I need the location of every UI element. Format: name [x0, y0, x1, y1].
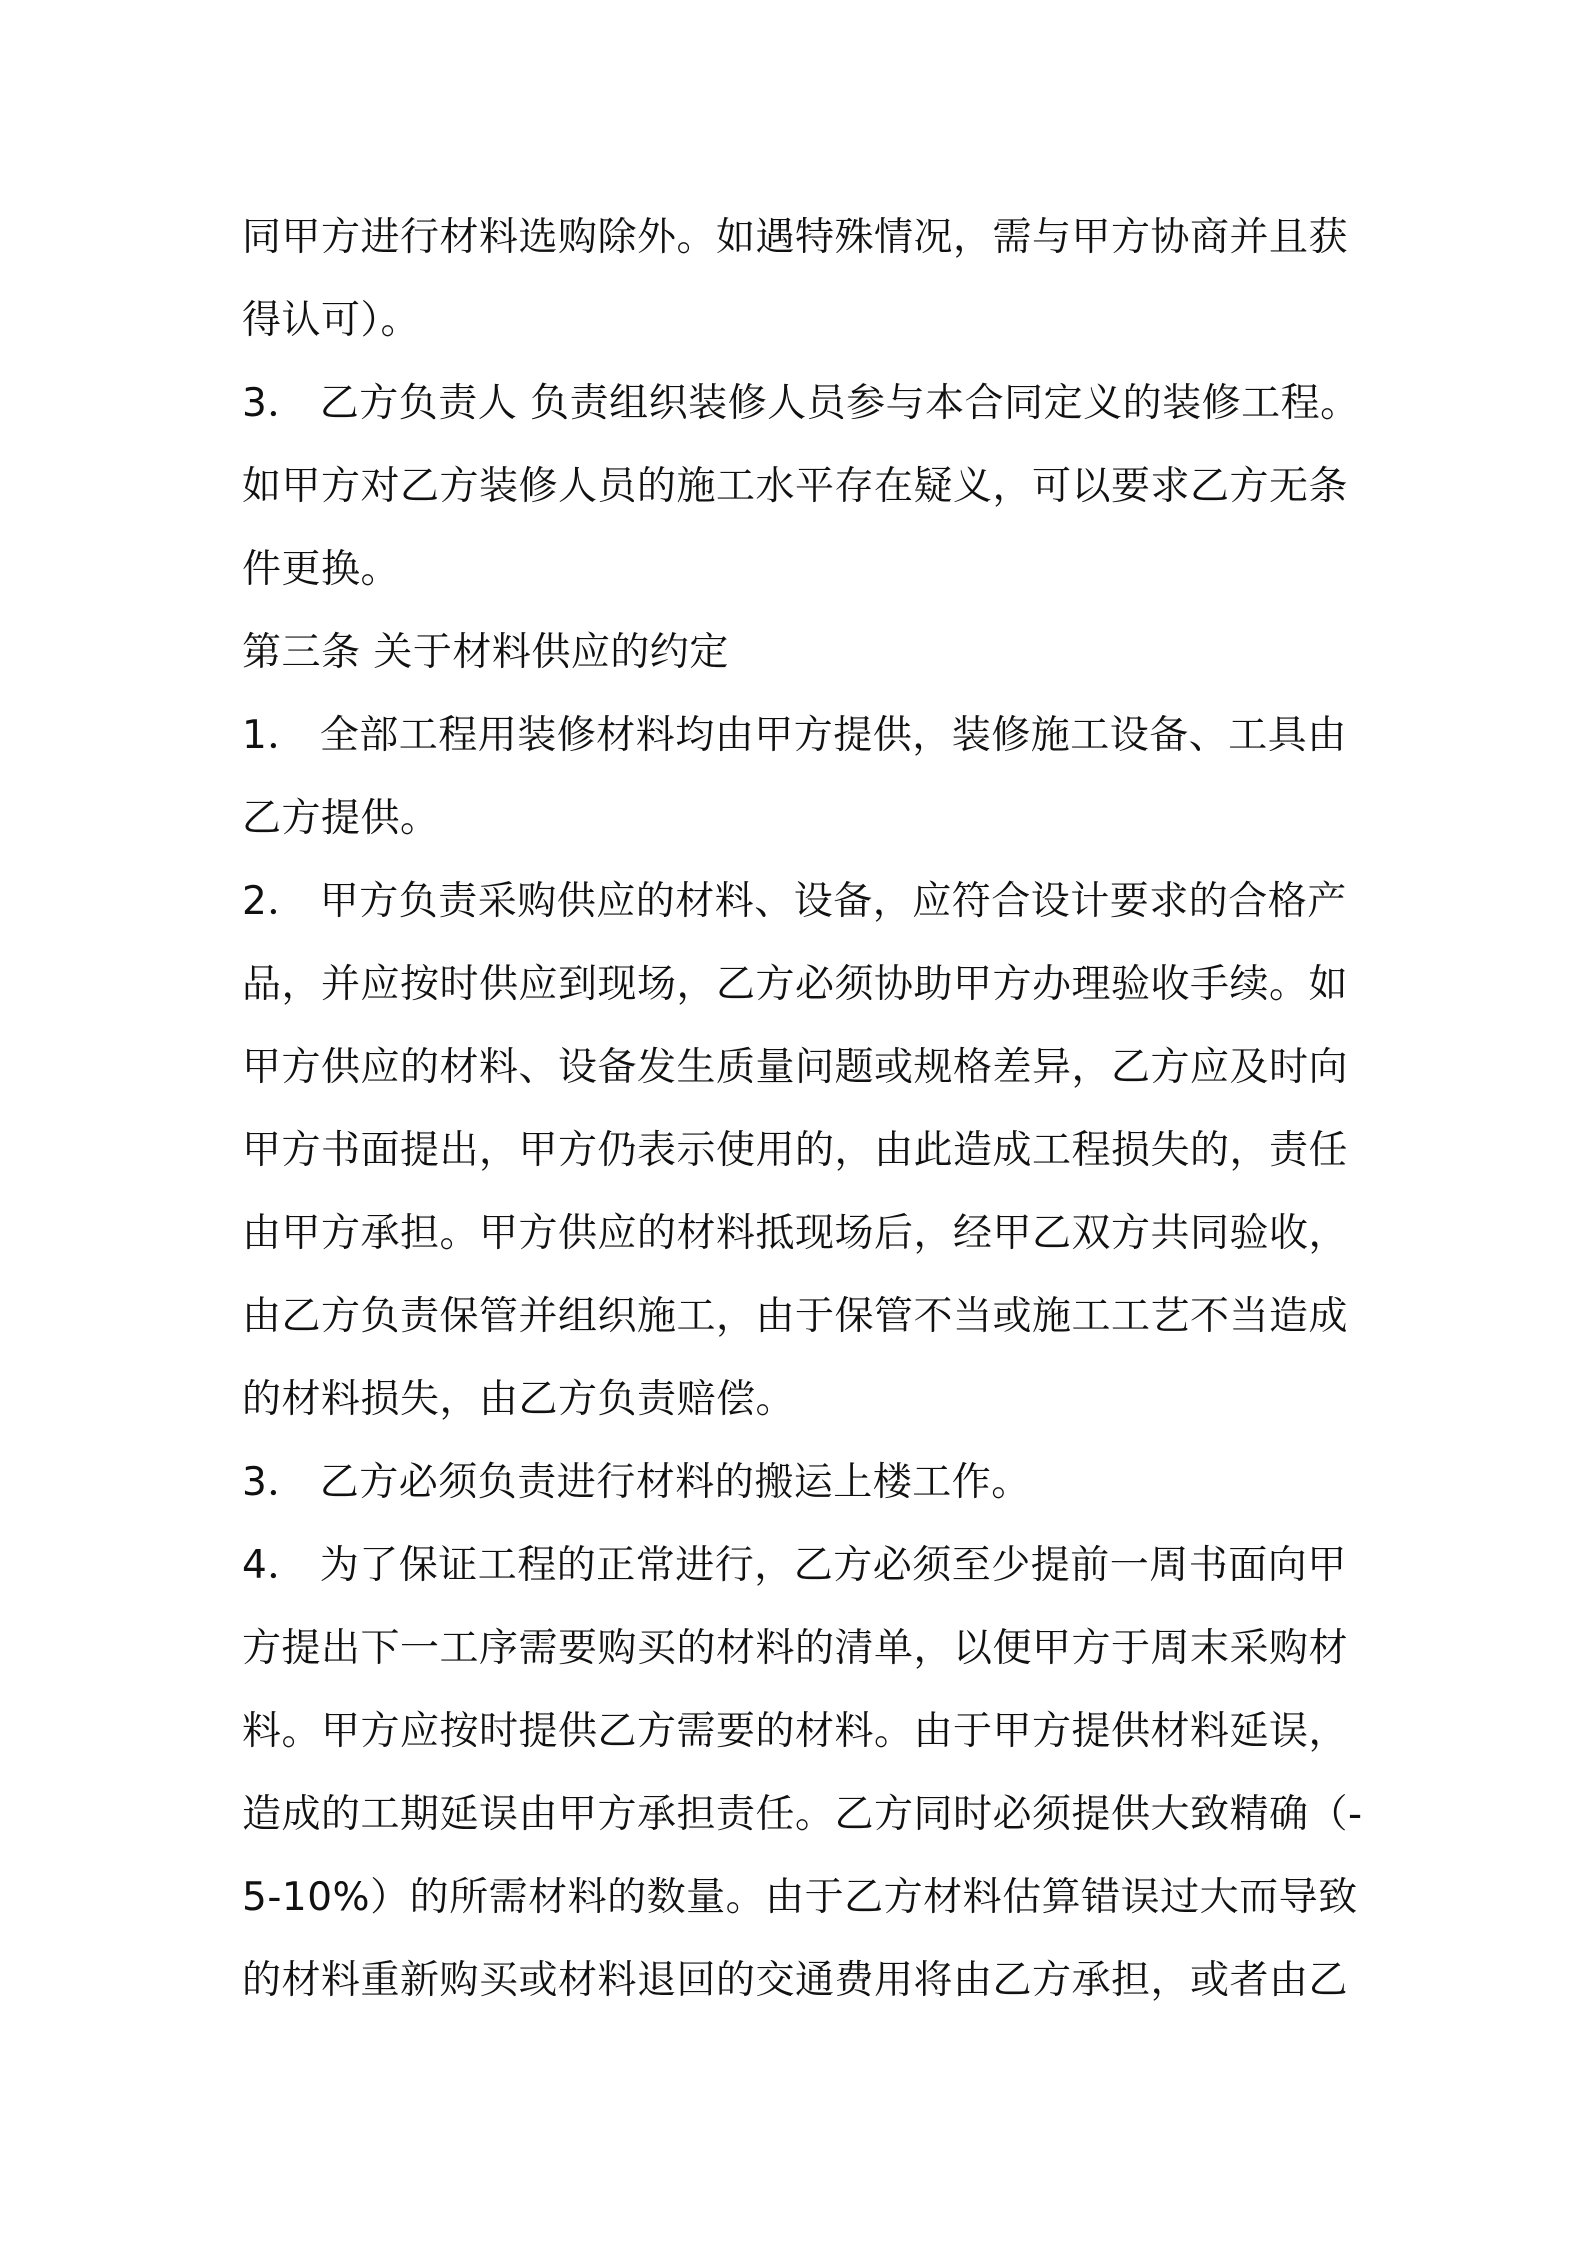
- text-line: 2． 甲方负责采购供应的材料、设备，应符合设计要求的合格产: [242, 879, 1347, 924]
- text-line: 3． 乙方负责人 负责组织装修人员参与本合同定义的装修工程。: [242, 381, 1360, 426]
- text-line: 1． 全部工程用装修材料均由甲方提供，装修施工设备、工具由: [242, 713, 1347, 758]
- text-line: 品，并应按时供应到现场，乙方必须协助甲方办理验收手续。如: [242, 962, 1349, 1007]
- text-line: 的材料损失，由乙方负责赔偿。: [242, 1377, 796, 1422]
- text-line: 3． 乙方必须负责进行材料的搬运上楼工作。: [242, 1460, 1031, 1505]
- section-heading: 第三条 关于材料供应的约定: [242, 630, 729, 675]
- text-line: 同甲方进行材料选购除外。如遇特殊情况，需与甲方协商并且获: [242, 215, 1349, 260]
- text-line: 料。甲方应按时提供乙方需要的材料。由于甲方提供材料延误，: [242, 1709, 1349, 1754]
- contract-text: [242, 196, 1372, 2022]
- text-line: 由甲方承担。甲方供应的材料抵现场后，经甲乙双方共同验收，: [242, 1211, 1349, 1256]
- text-line: 得认可）。: [242, 298, 421, 343]
- text-line: 乙方提供。: [242, 796, 440, 841]
- text-line: 甲方书面提出，甲方仍表示使用的，由此造成工程损失的，责任: [242, 1128, 1349, 1173]
- text-line: 的材料重新购买或材料退回的交通费用将由乙方承担，或者由乙: [242, 1958, 1349, 2003]
- text-line: 如甲方对乙方装修人员的施工水平存在疑义，可以要求乙方无条: [242, 464, 1349, 509]
- text-line: 5-10%）的所需材料的数量。由于乙方材料估算错误过大而导致: [242, 1875, 1358, 1920]
- text-line: 造成的工期延误由甲方承担责任。乙方同时必须提供大致精确（-: [242, 1792, 1363, 1837]
- text-line: 件更换。: [242, 547, 401, 592]
- text-line: 由乙方负责保管并组织施工，由于保管不当或施工工艺不当造成: [242, 1294, 1349, 1339]
- text-line: 4． 为了保证工程的正常进行，乙方必须至少提前一周书面向甲: [242, 1543, 1347, 1588]
- text-line: 甲方供应的材料、设备发生质量问题或规格差异，乙方应及时向: [242, 1045, 1349, 1090]
- text-line: 方提出下一工序需要购买的材料的清单，以便甲方于周末采购材: [242, 1626, 1349, 1671]
